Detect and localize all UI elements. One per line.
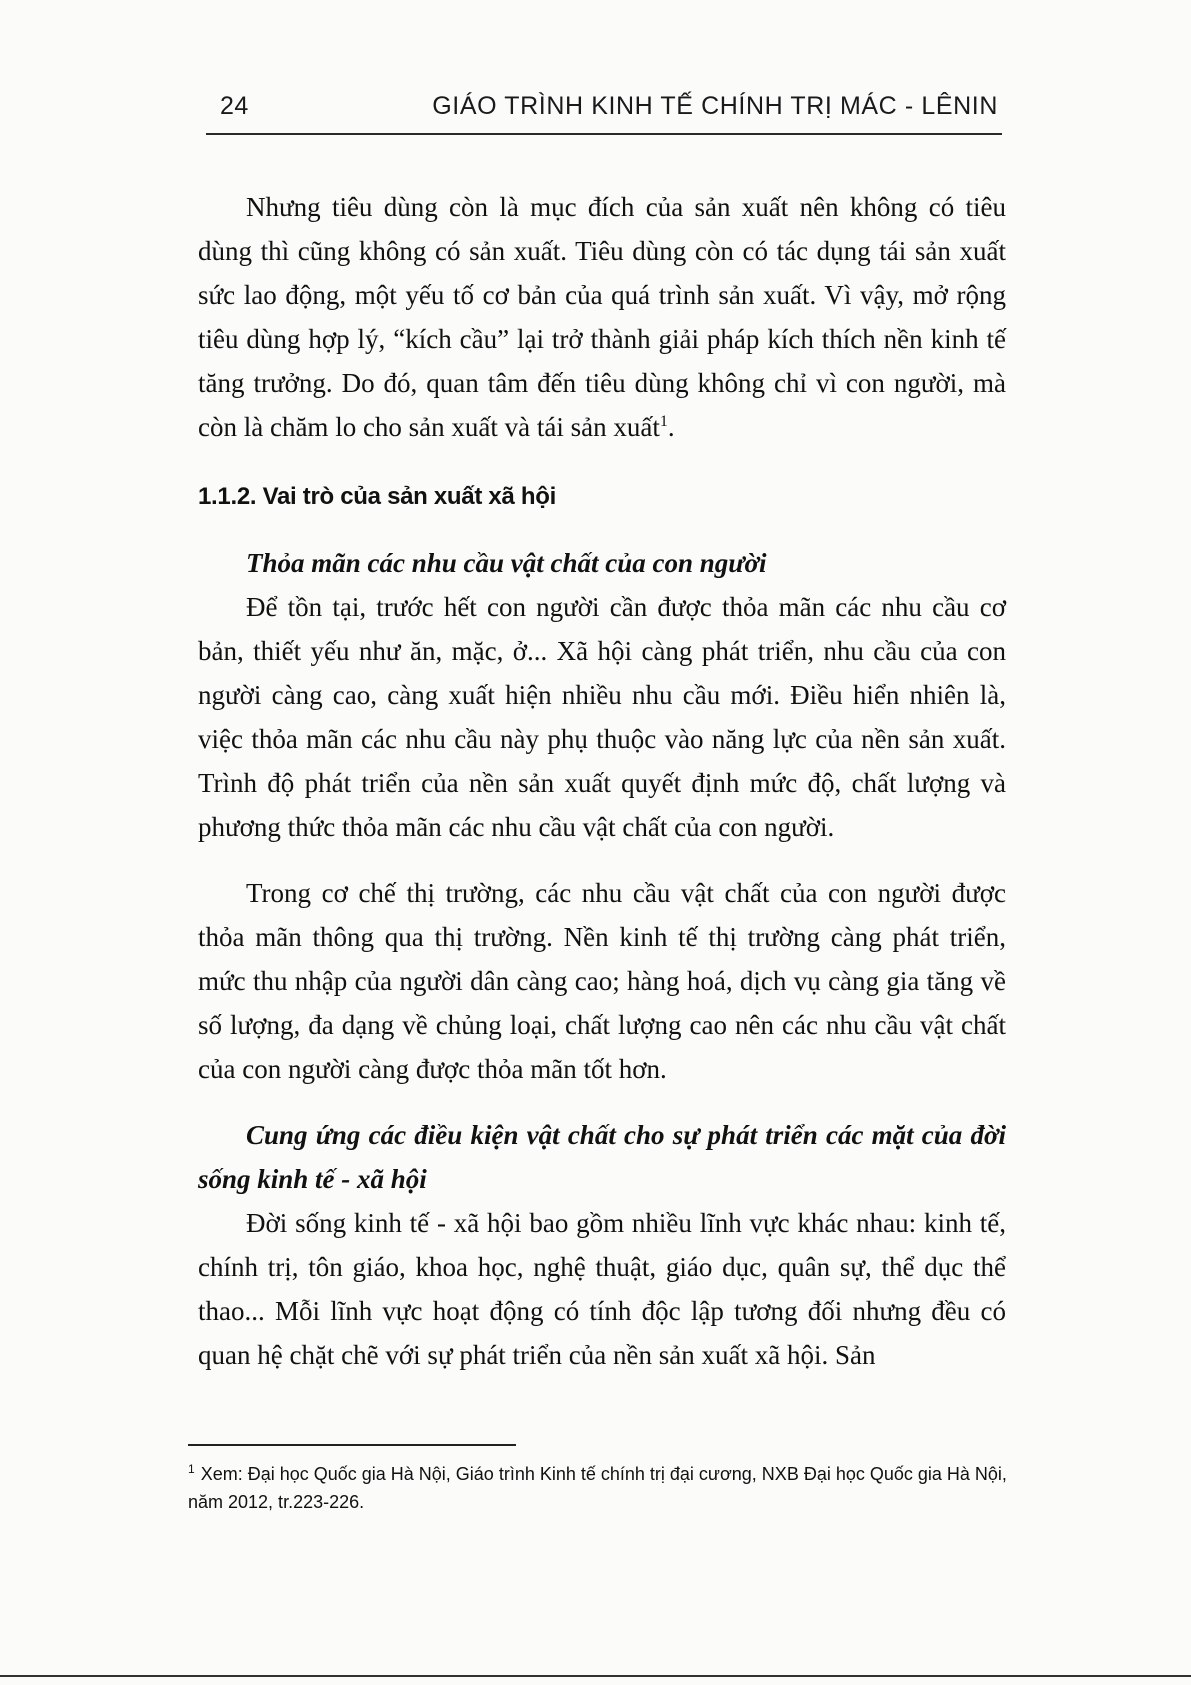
paragraph-consumption (198, 185, 1006, 449)
page-number: 24 (220, 92, 249, 120)
footnote-reference: 1 (659, 413, 668, 430)
body-text (198, 185, 1006, 1377)
section-heading: 1.1.2. Vai trò của sản xuất xã hội (198, 483, 556, 510)
page-bottom-edge (0, 1675, 1191, 1677)
footnote-rule (188, 1444, 516, 1446)
paragraph-basic-needs: Để tồn tại, trước hết con người cần được thỏa mãn các nhu cầu cơ bản, thiết yếu như ăn, mặc, ở... Xã hội càng phát triển, nhu cầu của con người càng cao, càng xuất hiện nhiều nhu cầu mới. Điều hiển nhiên là, việc thỏa mãn các nhu cầu này phụ thuộc vào năng lực của nền sản xuất. Trình độ phát triển của nền sản xuất quyết định mức độ, chất lượng và phương thức thỏa mãn các nhu cầu vật chất của con người. (198, 592, 1006, 842)
page-header (220, 92, 998, 132)
footnote-text: Xem: Đại học Quốc gia Hà Nội, Giáo trình Kinh tế chính trị đại cương, NXB Đại học Quốc gia Hà Nội, năm 2012, tr.223-226. (188, 1464, 1007, 1512)
paragraph-market-mechanism: Trong cơ chế thị trường, các nhu cầu vật chất của con người được thỏa mãn thông qua thị trường. Nền kinh tế thị trường càng phát triển, mức thu nhập của người dân càng cao; hàng hoá, dịch vụ càng gia tăng về số lượng, đa dạng về chủng loại, chất lượng cao nên các nhu cầu vật chất của con người càng được thỏa mãn tốt hơn. (198, 878, 1006, 1084)
header-rule (206, 133, 1002, 135)
footnote-marker: 1 (188, 1462, 195, 1476)
paragraph-consumption-text: Nhưng tiêu dùng còn là mục đích của sản xuất nên không có tiêu dùng thì cũng không có sản xuất. Tiêu dùng còn có tác dụng tái sản xuất sức lao động, một yếu tố cơ bản của quá trình sản xuất. Vì vậy, mở rộng tiêu dùng hợp lý, “kích cầu” lại trở thành giải pháp kích thích nền kinh tế tăng trưởng. Do đó, quan tâm đến tiêu dùng không chỉ vì con người, mà còn là chăm lo cho sản xuất và tái sản xuất (198, 192, 1006, 442)
subheading-material-conditions: Cung ứng các điều kiện vật chất cho sự phát triển các mặt của đời sống kinh tế - xã hội (198, 1120, 1006, 1194)
running-title: GIÁO TRÌNH KINH TẾ CHÍNH TRỊ MÁC - LÊNIN (432, 92, 998, 120)
paragraph-consumption-end: . (667, 412, 675, 442)
subheading-material-needs: Thỏa mãn các nhu cầu vật chất của con người (246, 548, 767, 578)
paragraph-social-life: Đời sống kinh tế - xã hội bao gồm nhiều lĩnh vực khác nhau: kinh tế, chính trị, tôn giáo, khoa học, nghệ thuật, giáo dục, quân sự, thể dục thể thao... Mỗi lĩnh vực hoạt động có tính độc lập tương đối nhưng đều có quan hệ chặt chẽ với sự phát triển của nền sản xuất xã hội. Sản (198, 1208, 1006, 1370)
footnote (188, 1460, 1008, 1516)
